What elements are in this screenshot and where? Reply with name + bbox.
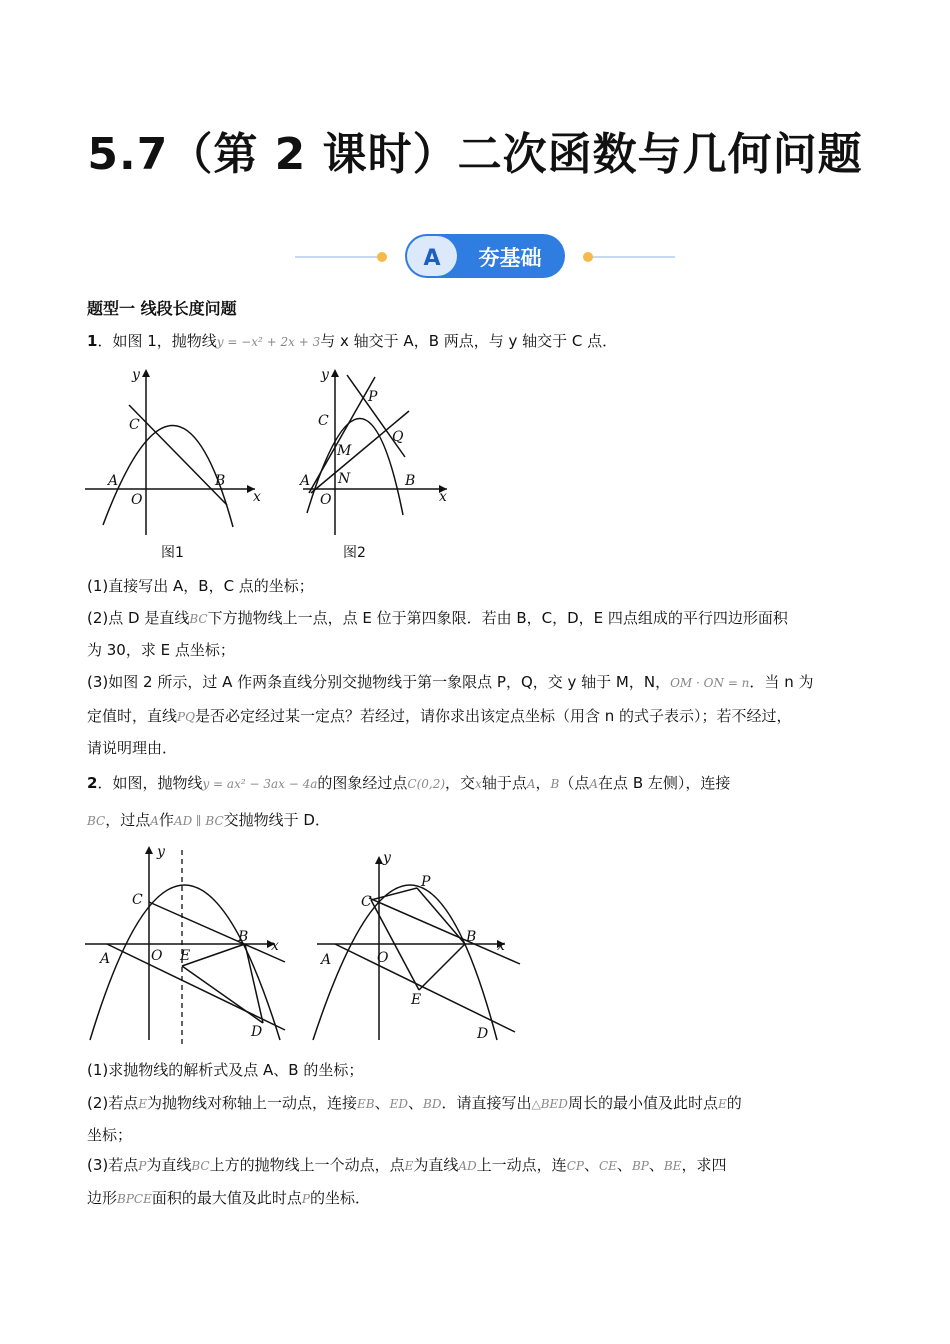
q1-intro: 1．如图 1，抛物线y = −x² + 2x + 3与 x 轴交于 A，B 两点，与 y 轴交于 C 点． (87, 332, 618, 350)
label-a: A (108, 473, 119, 489)
q1-formula: y = −x² + 2x + 3 (216, 335, 321, 349)
label-p: P (368, 389, 378, 405)
label-b: B (215, 473, 226, 489)
label-q: Q (392, 429, 404, 445)
y-axis-arrow-icon (375, 856, 383, 864)
q1-figures (85, 365, 465, 565)
label-p: P (421, 874, 431, 890)
label-y: y (132, 367, 140, 383)
q1-part-2: (2)点 D 是直线BC下方抛物线上一点，点 E 位于第四象限．若由 B，C，D，E 四点组成的平行四边形面积 (87, 609, 788, 627)
label-b: B (466, 929, 477, 945)
label-o: O (151, 948, 163, 964)
q2-part-2-cont: 坐标； (87, 1126, 133, 1144)
q1-part-1: (1)直接写出 A，B，C 点的坐标； (87, 577, 314, 595)
banner-letter: A (423, 246, 441, 271)
label-m: M (337, 443, 352, 459)
label-n: N (338, 471, 351, 487)
segment-be (419, 944, 465, 990)
y-axis-arrow-icon (331, 369, 339, 377)
q2-part-3: (3)若点P为直线BC上方的抛物线上一个动点，点E为直线AD上一动点，连CP、CE、BP、BE，求四 (87, 1156, 727, 1174)
q1-number: 1 (87, 332, 98, 350)
q2-intro: 2．如图，抛物线y = ax² − 3ax − 4a的图象经过点C(0,2)，交x轴于点A，B（点A在点 B 左侧），连接 (87, 774, 731, 792)
y-axis-arrow-icon (145, 846, 153, 854)
label-a: A (321, 952, 332, 968)
label-x: x (271, 938, 279, 954)
label-a: A (300, 473, 311, 489)
q2-part-1: (1)求抛物线的解析式及点 A、B 的坐标； (87, 1061, 364, 1079)
label-x: x (253, 489, 261, 505)
label-x: x (497, 938, 505, 954)
banner-right-dot-icon (583, 252, 593, 262)
line-ad (107, 944, 285, 1030)
q1-part-3-end: 请说明理由． (87, 739, 178, 757)
segment-ce (371, 900, 419, 990)
q2-figure-left (85, 844, 285, 1045)
section-banner (290, 230, 680, 282)
q1-part-3-cont: 定值时，直线PQ是否必定经过某一定点？若经过，请你求出该定点坐标（用含 n 的式子表示）；若不经过， (87, 707, 792, 725)
banner-left-dot-icon (377, 252, 387, 262)
q1-part-2-cont: 为 30，求 E 点坐标； (87, 641, 235, 659)
segment-ed (182, 966, 263, 1023)
label-b: B (405, 473, 416, 489)
label-o: O (131, 492, 143, 508)
label-c: C (132, 892, 143, 908)
line-ad (335, 944, 515, 1032)
label-y: y (157, 844, 165, 860)
label-o: O (320, 492, 332, 508)
banner-label: 夯基础 (478, 246, 542, 270)
page-title: 5.7（第 2 课时）二次函数与几何问题 (87, 129, 863, 180)
fig1-caption: 图1 (161, 545, 184, 561)
label-c: C (129, 417, 140, 433)
label-e: E (180, 948, 191, 964)
label-d: D (477, 1026, 489, 1042)
q1-part-3: (3)如图 2 所示，过 A 作两条直线分别交抛物线于第一象限点 P，Q，交 y 轴于 M，N，OM · ON = n．当 n 为 (87, 673, 814, 691)
segment-bp (417, 888, 465, 944)
label-e: E (411, 992, 422, 1008)
label-b: B (238, 929, 249, 945)
q1-figure-2 (298, 367, 447, 561)
q2-number: 2 (87, 774, 98, 792)
line-bc (129, 405, 227, 505)
section-title: 题型一 线段长度问题 (87, 299, 237, 318)
q1-figure-1 (85, 367, 261, 561)
label-a: A (100, 951, 111, 967)
q2-part-3-cont: 边形BPCE面积的最大值及此时点P的坐标． (87, 1189, 370, 1207)
segment-eb (182, 944, 245, 966)
parabola (103, 425, 233, 527)
label-c: C (361, 894, 372, 910)
y-axis-arrow-icon (142, 369, 150, 377)
label-d: D (251, 1024, 263, 1040)
label-y: y (321, 367, 329, 383)
q2-intro-cont: BC，过点A作AD ∥ BC交抛物线于 D． (87, 811, 330, 829)
label-c: C (318, 413, 329, 429)
q2-part-2: (2)若点E为抛物线对称轴上一动点，连接EB、ED、BD．请直接写出△BED周长的最小值及此时点E的 (87, 1094, 742, 1112)
fig2-caption: 图2 (343, 545, 366, 561)
label-x: x (439, 489, 447, 505)
q2-figure-right (313, 850, 520, 1042)
label-o: O (377, 950, 389, 966)
q2-figures (85, 840, 525, 1050)
label-y: y (383, 850, 391, 866)
